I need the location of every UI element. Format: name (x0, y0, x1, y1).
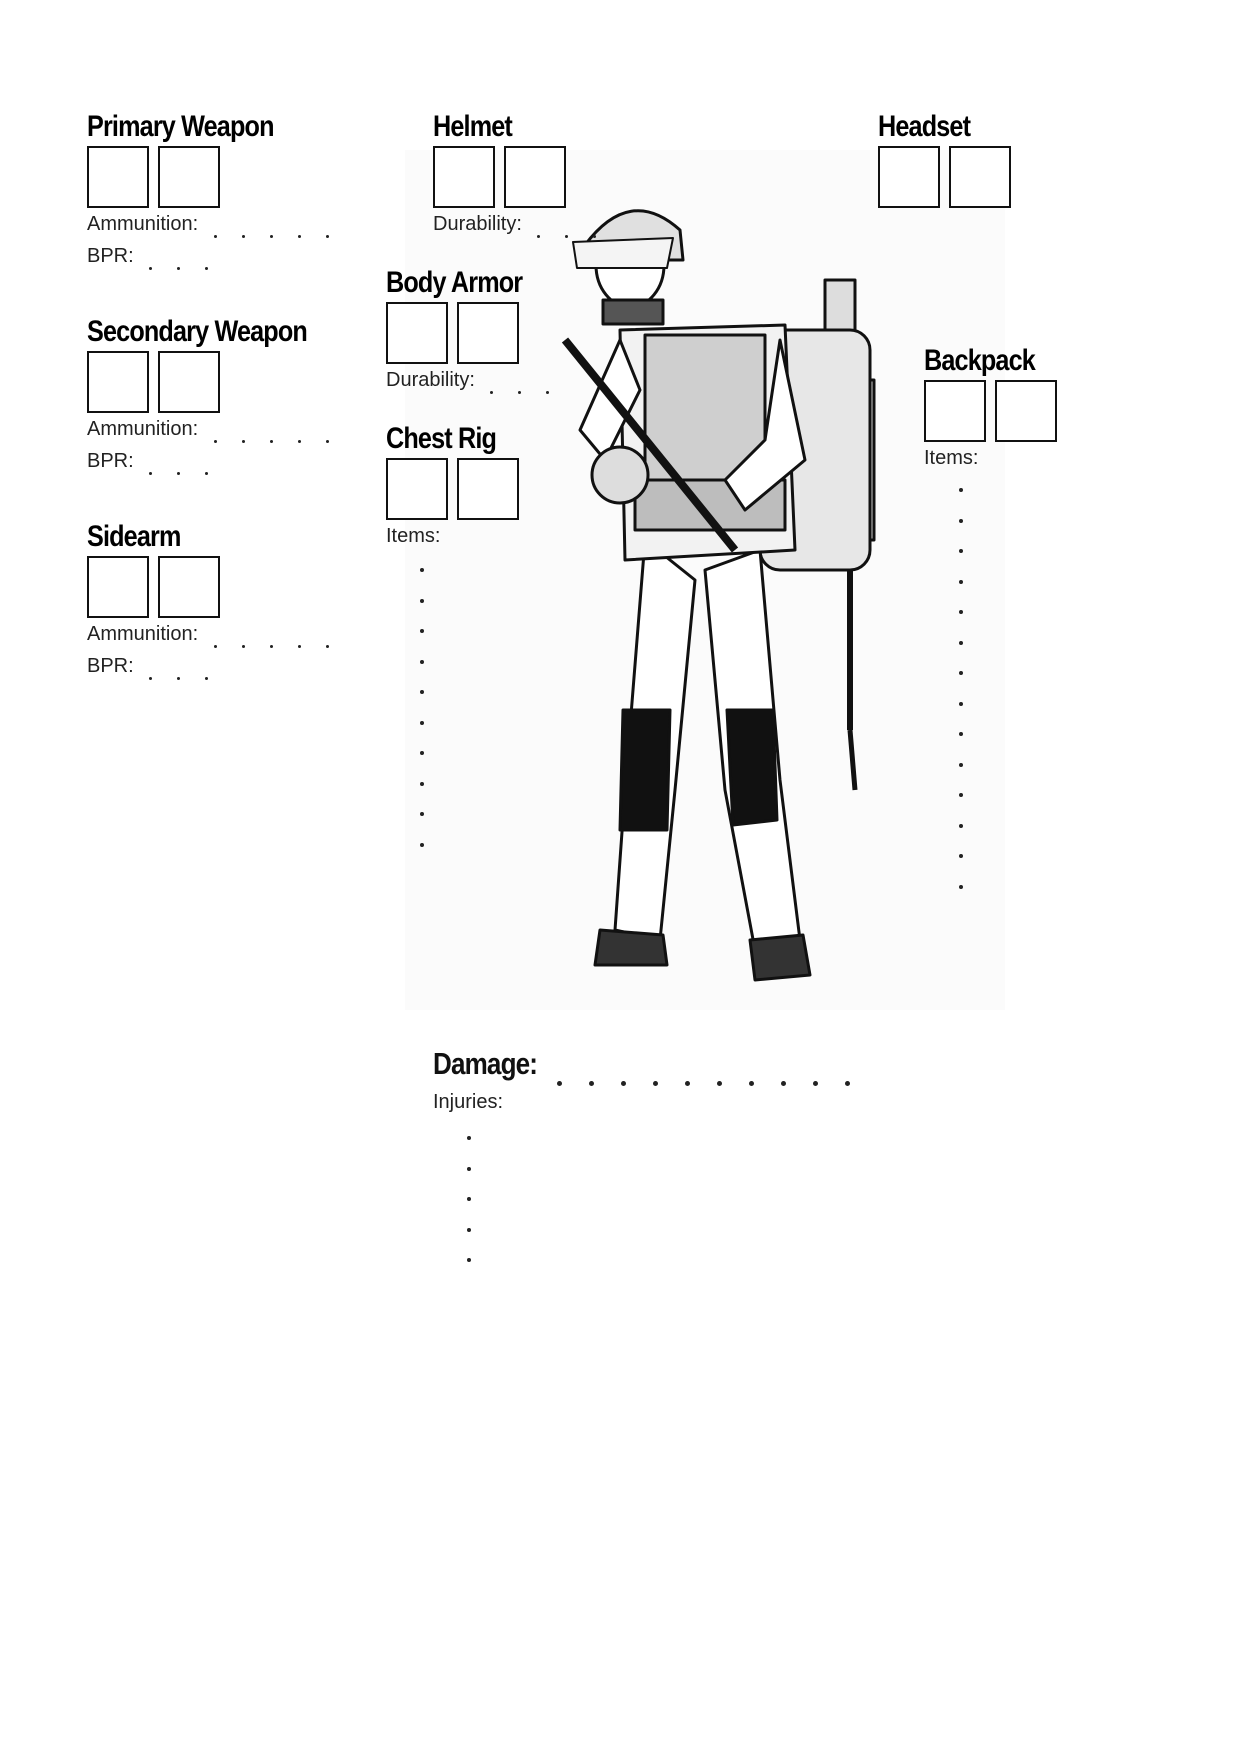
durability-dots (490, 391, 549, 394)
body-armor-slot-1[interactable] (386, 302, 448, 364)
list-item[interactable] (959, 702, 963, 706)
list-item[interactable] (959, 854, 963, 858)
sidearm-ammo (87, 622, 329, 650)
chest-rig-title: Chest Rig (386, 422, 497, 455)
secondary-weapon-slots (87, 351, 349, 413)
list-item[interactable] (959, 793, 963, 797)
primary-weapon-slot-1[interactable] (87, 146, 149, 208)
secondary-weapon-section (87, 315, 349, 477)
helmet-slots (433, 146, 596, 208)
list-item[interactable] (420, 782, 424, 786)
chest-rig-items-label: Items: (386, 525, 441, 547)
ammo-label: Ammunition: (87, 623, 199, 645)
headset-slot-2[interactable] (949, 146, 1011, 208)
list-item[interactable] (467, 1197, 471, 1201)
injuries-label: Injuries: (433, 1091, 504, 1113)
damage-title: Damage: (433, 1046, 538, 1081)
secondary-weapon-ammo (87, 417, 349, 445)
bpr-dots (149, 472, 208, 475)
sidearm-slots (87, 556, 329, 618)
list-item[interactable] (959, 580, 963, 584)
secondary-weapon-slot-1[interactable] (87, 351, 149, 413)
list-item[interactable] (420, 599, 424, 603)
body-armor-section (386, 266, 549, 396)
secondary-weapon-slot-2[interactable] (158, 351, 220, 413)
list-item[interactable] (959, 885, 963, 889)
chest-rig-item-list (420, 568, 519, 847)
ammo-label: Ammunition: (87, 213, 199, 235)
bpr-label: BPR: (87, 450, 134, 472)
list-item[interactable] (959, 488, 963, 492)
list-item[interactable] (467, 1136, 471, 1140)
primary-weapon-title: Primary Weapon (87, 110, 274, 143)
ammo-label: Ammunition: (87, 418, 199, 440)
backpack-slots (924, 380, 1057, 442)
durability-label: Durability: (433, 213, 522, 235)
bpr-dots (149, 677, 208, 680)
sidearm-slot-2[interactable] (158, 556, 220, 618)
body-armor-slots (386, 302, 549, 364)
backpack-items-label: Items: (924, 447, 979, 469)
helmet-section (433, 110, 596, 240)
list-item[interactable] (467, 1167, 471, 1171)
backpack-title: Backpack (924, 344, 1035, 377)
secondary-weapon-bpr (87, 449, 349, 477)
list-item[interactable] (959, 732, 963, 736)
sidearm-slot-1[interactable] (87, 556, 149, 618)
sidearm-bpr (87, 654, 329, 682)
sidearm-section (87, 520, 329, 682)
list-item[interactable] (420, 690, 424, 694)
list-item[interactable] (467, 1228, 471, 1232)
injuries-list (467, 1136, 850, 1262)
backpack-slot-2[interactable] (995, 380, 1057, 442)
bpr-label: BPR: (87, 655, 134, 677)
secondary-weapon-title: Secondary Weapon (87, 315, 307, 348)
list-item[interactable] (959, 641, 963, 645)
primary-weapon-bpr (87, 244, 329, 272)
list-item[interactable] (959, 824, 963, 828)
bpr-label: BPR: (87, 245, 134, 267)
list-item[interactable] (959, 549, 963, 553)
chest-rig-section (386, 422, 519, 873)
backpack-item-list (959, 488, 1057, 889)
ammo-dots (214, 440, 329, 443)
backpack-section (924, 344, 1057, 915)
helmet-slot-2[interactable] (504, 146, 566, 208)
list-item[interactable] (959, 610, 963, 614)
body-armor-title: Body Armor (386, 266, 523, 299)
list-item[interactable] (420, 812, 424, 816)
helmet-title: Helmet (433, 110, 512, 143)
list-item[interactable] (420, 721, 424, 725)
bpr-dots (149, 267, 208, 270)
primary-weapon-slots (87, 146, 329, 208)
list-item[interactable] (959, 671, 963, 675)
chest-rig-slot-2[interactable] (457, 458, 519, 520)
damage-row (433, 1046, 850, 1086)
body-armor-slot-2[interactable] (457, 302, 519, 364)
chest-rig-slot-1[interactable] (386, 458, 448, 520)
helmet-durability (433, 212, 596, 240)
ammo-dots (214, 235, 329, 238)
headset-slots (878, 146, 1011, 208)
headset-section (878, 110, 1011, 208)
backpack-slot-1[interactable] (924, 380, 986, 442)
list-item[interactable] (959, 519, 963, 523)
ammo-dots (214, 645, 329, 648)
primary-weapon-slot-2[interactable] (158, 146, 220, 208)
list-item[interactable] (467, 1258, 471, 1262)
list-item[interactable] (420, 660, 424, 664)
list-item[interactable] (959, 763, 963, 767)
list-item[interactable] (420, 629, 424, 633)
damage-section (433, 1046, 850, 1289)
primary-weapon-ammo (87, 212, 329, 240)
headset-title: Headset (878, 110, 971, 143)
chest-rig-slots (386, 458, 519, 520)
list-item[interactable] (420, 751, 424, 755)
body-armor-durability (386, 368, 549, 396)
durability-label: Durability: (386, 369, 475, 391)
list-item[interactable] (420, 843, 424, 847)
primary-weapon-section (87, 110, 329, 272)
list-item[interactable] (420, 568, 424, 572)
damage-dots (557, 1081, 850, 1086)
durability-dots (537, 235, 596, 238)
sidearm-title: Sidearm (87, 520, 181, 553)
helmet-slot-1[interactable] (433, 146, 495, 208)
headset-slot-1[interactable] (878, 146, 940, 208)
